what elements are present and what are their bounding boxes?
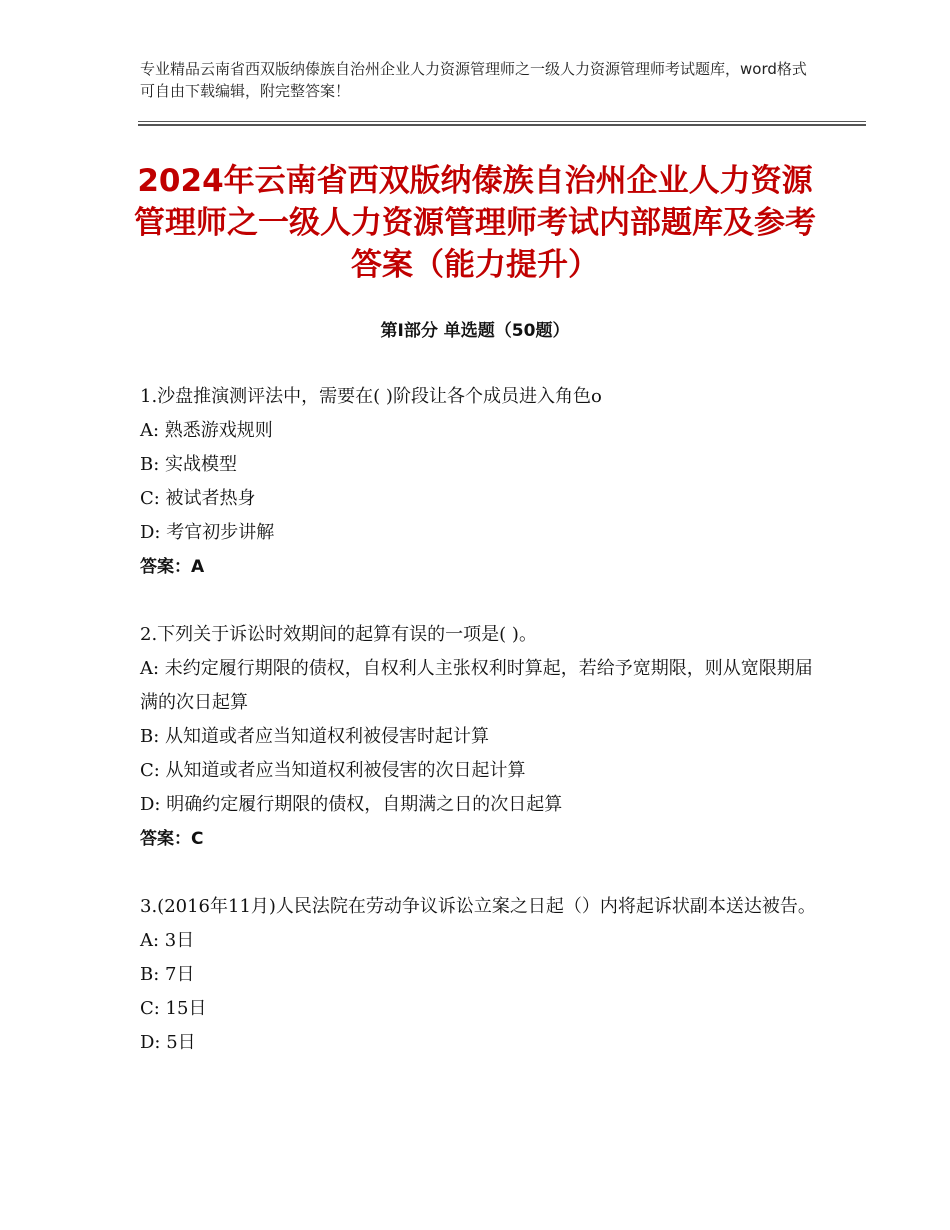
option-d: D: 明确约定履行期限的债权，自期满之日的次日起算 [140,794,563,815]
question-2 [140,618,830,856]
option-b: B: 实战模型 [140,454,238,475]
option-c: C: 被试者热身 [140,488,256,509]
question-stem: 2.下列关于诉讼时效期间的起算有误的一项是( )。 [140,624,537,645]
header-rule-thick [138,124,866,126]
option-b: B: 从知道或者应当知道权利被侵害时起计算 [140,726,490,747]
option-a: A: 3日 [140,930,195,951]
question-list [140,380,830,1094]
option-d: D: 考官初步讲解 [140,522,275,543]
section-title: 第Ⅰ部分 单选题（50题） [380,321,570,341]
question-stem: 3.(2016年11月)人民法院在劳动争议诉讼立案之日起（）内将起诉状副本送达被告。 [140,896,816,917]
header-note: 专业精品云南省西双版纳傣族自治州企业人力资源管理师之一级人力资源管理师考试题库，word格式可自由下载编辑，附完整答案！ [140,60,807,100]
option-a: A: 熟悉游戏规则 [140,420,273,441]
question-3 [140,890,830,1060]
answer: 答案：A [140,557,205,577]
option-d: D: 5日 [140,1032,196,1053]
header-rule [138,121,866,122]
answer: 答案：C [140,829,204,849]
option-b: B: 7日 [140,964,195,985]
question-1 [140,380,830,584]
question-stem: 1.沙盘推演测评法中，需要在( )阶段让各个成员进入角色o [140,386,602,407]
option-c: C: 15日 [140,998,207,1019]
option-c: C: 从知道或者应当知道权利被侵害的次日起计算 [140,760,526,781]
option-a: A: 未约定履行期限的债权，自权利人主张权利时算起，若给予宽期限，则从宽限期届满的次日起算 [140,658,813,713]
document-title: 2024年云南省西双版纳傣族自治州企业人力资源管理师之一级人力资源管理师考试内部题库及参考答案（能力提升） [134,163,816,283]
